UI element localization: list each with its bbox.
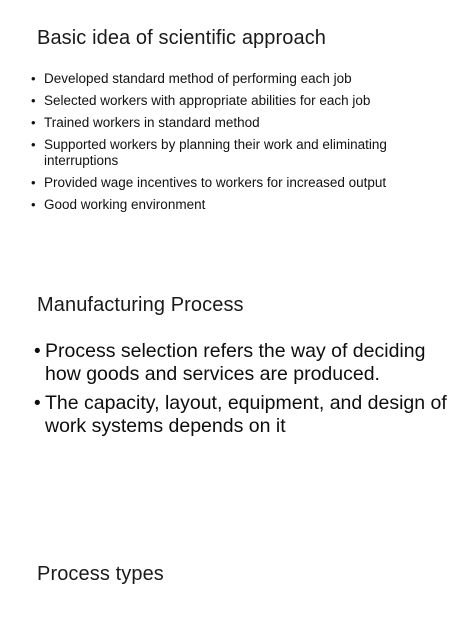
bullet-item (31, 115, 451, 131)
slide-scientific-approach (0, 0, 474, 272)
slide-title: Process types (37, 563, 164, 585)
bullet-dot: • (31, 115, 36, 130)
bullet-text: Developed standard method of performing each job (44, 71, 352, 86)
bullet-text: Provided wage incentives to workers for increased output (44, 175, 387, 190)
bullet-dot: • (31, 175, 36, 190)
bullet-dot: • (34, 393, 41, 414)
bullet-item (31, 71, 451, 87)
bullet-dot: • (31, 197, 36, 212)
bullet-item (31, 93, 451, 109)
bullet-dot: • (31, 137, 36, 152)
bullet-text: The capacity, layout, equipment, and design of work systems depends on it (45, 392, 447, 437)
bullet-text: Good working environment (44, 197, 206, 212)
bullet-item (34, 340, 454, 386)
slide-process-types (0, 544, 474, 632)
bullet-text: Trained workers in standard method (44, 115, 260, 130)
slide-title: Manufacturing Process (37, 294, 244, 316)
bullet-text: Selected workers with appropriate abilities for each job (44, 93, 371, 108)
slide-manufacturing-process (0, 272, 474, 544)
bullet-list (34, 340, 454, 444)
bullet-dot: • (34, 341, 41, 362)
bullet-item (34, 392, 454, 438)
bullet-item (31, 197, 451, 213)
bullet-text: Supported workers by planning their work and eliminating interruptions (44, 137, 387, 168)
bullet-item (31, 175, 451, 191)
bullet-text: Process selection refers the way of deciding how goods and services are produced. (45, 340, 426, 385)
bullet-dot: • (31, 93, 36, 108)
bullet-dot: • (31, 71, 36, 86)
bullet-item (31, 137, 451, 169)
slide-title: Basic idea of scientific approach (37, 27, 327, 49)
bullet-list (31, 71, 451, 219)
